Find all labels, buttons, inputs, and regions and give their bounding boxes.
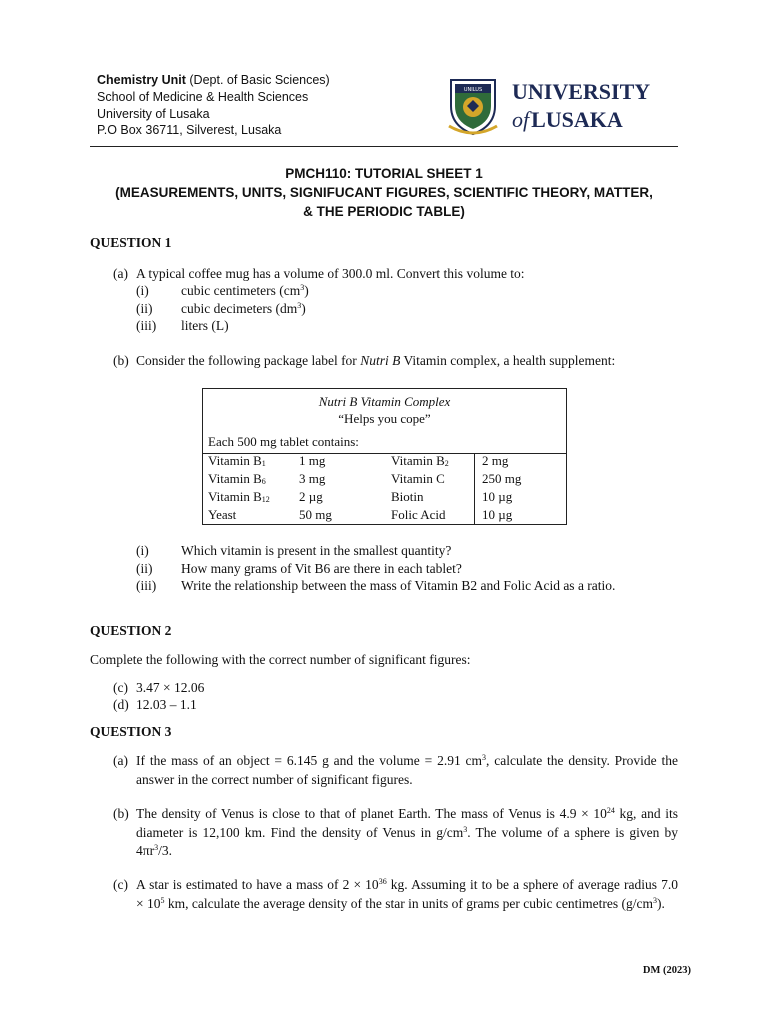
q1a-ii-num: (ii) bbox=[136, 301, 153, 316]
table-column-divider bbox=[474, 453, 475, 524]
university-line: University of Lusaka bbox=[97, 107, 210, 121]
table-row-2-name2: Vitamin C bbox=[391, 471, 445, 486]
q1a-iii-num: (iii) bbox=[136, 318, 157, 333]
header-divider bbox=[90, 146, 678, 147]
q1b-iii-text: Write the relationship between the mass of Vitamin B2 and Folic Acid as a ratio. bbox=[181, 578, 616, 593]
unit-dept: (Dept. of Basic Sciences) bbox=[185, 73, 330, 87]
table-row-4-value1: 50 mg bbox=[299, 507, 332, 522]
q1a-ii-text: cubic decimeters $(dm^3)$ bbox=[181, 301, 306, 316]
q2c-text: 3.47 × 12.06 bbox=[136, 680, 205, 695]
q1b-text: Consider the following package label for Nutri B Vitamin complex, a health supplement: bbox=[136, 353, 616, 368]
q2d-text: 12.03 – 1.1 bbox=[136, 697, 197, 712]
q1b-iii-num: (iii) bbox=[136, 578, 157, 593]
q1a-i-num: (i) bbox=[136, 283, 149, 298]
q1a-i-text: cubic centimeters $(cm^3)$ bbox=[181, 283, 309, 298]
table-title: Nutri B Vitamin Complex bbox=[318, 394, 451, 409]
q3a-text: If the mass of an object = 6.145 g and the volume = 2.91 $cm^3$, calculate the density. Provide the answer in the correct number of significant figures. bbox=[136, 753, 678, 787]
table-row-3-value1: 2 µg bbox=[299, 489, 323, 504]
q1b-label: (b) bbox=[113, 353, 129, 368]
sheet-subtitle-1: (MEASUREMENTS, UNITS, SIGNIFUCANT FIGURES, SCIENTIFIC THEORY, MATTER, bbox=[115, 185, 653, 200]
q2-intro: Complete the following with the correct number of significant figures: bbox=[90, 652, 471, 667]
table-row-2-value2: 250 mg bbox=[482, 471, 522, 486]
question-3-heading: QUESTION 3 bbox=[90, 724, 172, 739]
q1b-i-num: (i) bbox=[136, 543, 149, 558]
table-row-4-name2: Folic Acid bbox=[391, 507, 446, 522]
table-row-2-name1: Vitamin $B_6$ bbox=[208, 471, 266, 486]
table-row-3-name1: Vitamin $B_{12}$ bbox=[208, 489, 270, 504]
q1a-iii-text: liters (L) bbox=[181, 318, 229, 333]
q1a-text: A typical coffee mug has a volume of 300.0 ml. Convert this volume to: bbox=[136, 266, 525, 281]
school-line: School of Medicine & Health Sciences bbox=[97, 90, 309, 104]
q3a-label: (a) bbox=[113, 753, 128, 768]
sheet-title: PMCH110: TUTORIAL SHEET 1 bbox=[285, 166, 483, 181]
address-line: P.O Box 36711, Silverest, Lusaka bbox=[97, 123, 282, 137]
logo-university: UNIVERSITY bbox=[512, 79, 651, 104]
vitamin-label-table bbox=[202, 388, 567, 525]
table-slogan: “Helps you cope” bbox=[338, 411, 431, 426]
table-row-2-value1: 3 mg bbox=[299, 471, 326, 486]
table-row-3-name2: Biotin bbox=[391, 489, 424, 504]
table-row-1-value1: 1 mg bbox=[299, 453, 326, 468]
logo-lusaka: LUSAKA bbox=[531, 107, 623, 132]
question-2-heading: QUESTION 2 bbox=[90, 623, 172, 638]
table-row-4-name1: Yeast bbox=[208, 507, 237, 522]
q3b-text: The density of Venus is close to that of planet Earth. The mass of Venus is $4.9 \times 10^{24}$ kg, and its diameter is 12,100 km. Find the density of Venus in $g/cm^3$. The volume of a sphere is given by $4\pi r^3/3$. bbox=[136, 806, 678, 858]
q1b-ii-num: (ii) bbox=[136, 561, 153, 576]
sheet-subtitle-2: & THE PERIODIC TABLE) bbox=[303, 204, 465, 219]
q1b-i-text: Which vitamin is present in the smallest quantity? bbox=[181, 543, 452, 558]
question-1-heading: QUESTION 1 bbox=[90, 235, 172, 250]
table-row-1-name1: Vitamin $B_1$ bbox=[208, 453, 266, 468]
unit-line bbox=[97, 72, 397, 88]
table-row-3-value2: 10 µg bbox=[482, 489, 513, 504]
university-crest-icon bbox=[447, 76, 499, 138]
q3b-label: (b) bbox=[113, 806, 129, 821]
q1a-label: (a) bbox=[113, 266, 128, 281]
logo-line2 bbox=[512, 107, 623, 133]
q3c-text: A star is estimated to have a mass of $2 \times 10^{36}$ kg. Assuming it to be a sphere of average radius 7.0 × $10^5$ km, calculate the average density of the star in units of grams per cubic centimetres $(g/cm^3)$. bbox=[136, 877, 678, 911]
table-intro: Each 500 mg tablet contains: bbox=[208, 434, 359, 449]
table-row-1-name2: Vitamin $B_2$ bbox=[391, 453, 449, 468]
table-row-1-value2: 2 mg bbox=[482, 453, 509, 468]
crest-text: UNILUS bbox=[463, 87, 483, 93]
logo-of: of bbox=[512, 107, 530, 132]
unit-name: Chemistry Unit bbox=[97, 73, 186, 87]
table-row-4-value2: 10 µg bbox=[482, 507, 513, 522]
q3c-label: (c) bbox=[113, 877, 128, 892]
footer-code: DM (2023) bbox=[642, 965, 691, 976]
q2d-label: (d) bbox=[113, 697, 129, 712]
q2c-label: (c) bbox=[113, 680, 128, 695]
q1b-ii-text: How many grams of Vit B6 are there in each tablet? bbox=[181, 561, 462, 576]
